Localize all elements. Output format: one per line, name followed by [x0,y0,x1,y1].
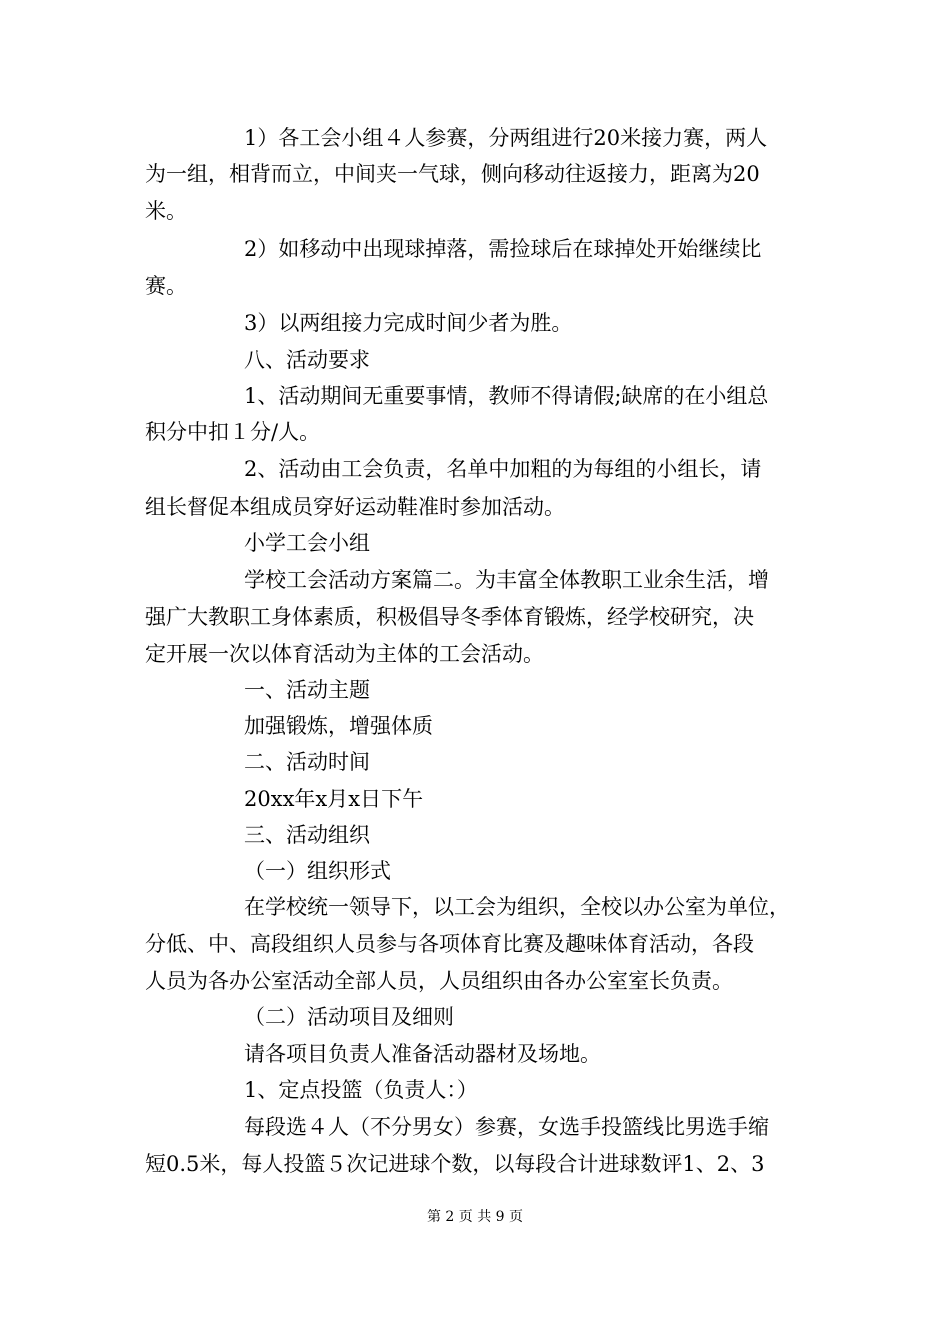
paragraph-line: 人员为各办公室活动全部人员，人员组织由各办公室室长负责。 [145,969,733,993]
paragraph-line: 短0.5米，每人投篮５次记进球个数，以每段合计进球数评1、2、3 [145,1152,765,1176]
paragraph-line: 赛。 [145,274,187,298]
subsection-heading: （一）组织形式 [244,859,391,883]
section-heading: 二、活动时间 [244,750,370,774]
paragraph-line: 在学校统一领导下，以工会为组织，全校以办公室为单位， [244,895,790,919]
paragraph-line: 请各项目负责人准备活动器材及场地。 [244,1042,601,1066]
paragraph-line: 分低、中、高段组织人员参与各项体育比赛及趣味体育活动，各段 [145,932,754,956]
paragraph-line: 3）以两组接力完成时间少者为胜。 [244,311,573,335]
paragraph-line: 1）各工会小组４人参赛，分两组进行20米接力赛，两人 [244,126,768,150]
paragraph-line: 2）如移动中出现球掉落，需捡球后在球掉处开始继续比 [244,237,762,261]
paragraph-line: 学校工会活动方案篇二。为丰富全体教职工业余生活，增 [244,568,769,592]
section-heading: 一、活动主题 [244,678,370,702]
subsection-heading: （二）活动项目及细则 [244,1005,454,1029]
paragraph-line: 组长督促本组成员穿好运动鞋准时参加活动。 [145,495,565,519]
page-footer: 第 2 页 共 9 页 [426,1209,524,1225]
paragraph-line: 1、定点投篮（负责人：） [244,1078,478,1102]
paragraph-line: 每段选４人（不分男女）参赛，女选手投篮线比男选手缩 [244,1115,769,1139]
paragraph-line: 2、活动由工会负责，名单中加粗的为每组的小组长，请 [244,457,762,481]
section-heading: 八、活动要求 [244,348,370,372]
paragraph-line: 为一组，相背而立，中间夹一气球，侧向移动往返接力，距离为20 [145,162,760,186]
section-heading: 三、活动组织 [244,823,370,847]
paragraph-line: 米。 [145,199,187,223]
paragraph-line: 20xx年x月x日下午 [244,787,424,811]
paragraph-line: 小学工会小组 [244,531,370,555]
paragraph-line: 加强锻炼，增强体质 [244,714,433,738]
paragraph-line: 强广大教职工身体素质，积极倡导冬季体育锻炼，经学校研究，决 [145,605,754,629]
paragraph-line: 定开展一次以体育活动为主体的工会活动。 [145,642,544,666]
paragraph-line: 1、活动期间无重要事情，教师不得请假;缺席的在小组总 [244,384,769,408]
paragraph-line: 积分中扣１分/人。 [145,420,321,444]
